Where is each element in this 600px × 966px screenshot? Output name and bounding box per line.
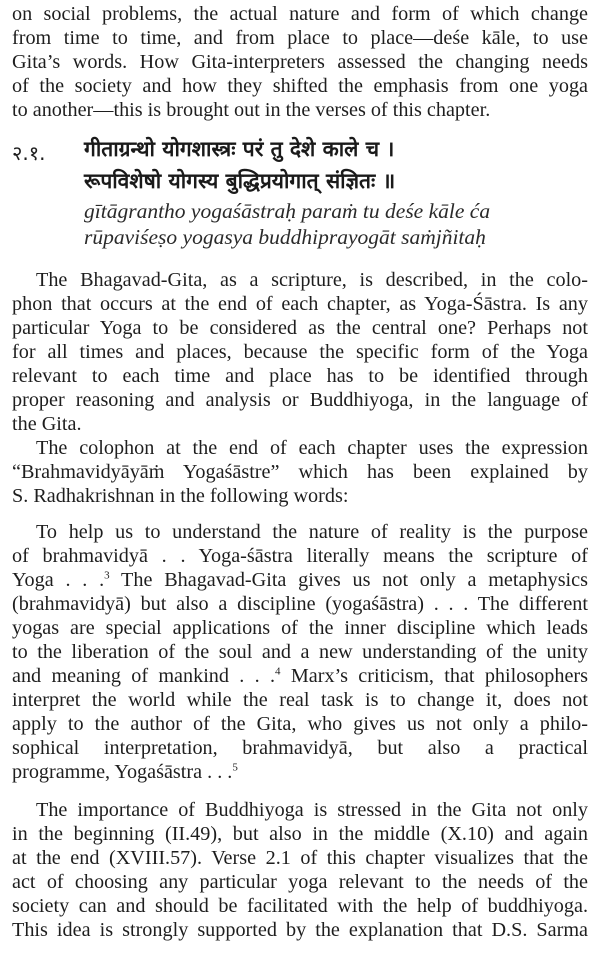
transliteration-line: rūpaviśeṣo yogasya buddhiprayogāt saṁjñitaḥ (84, 225, 486, 249)
text-fragment: The Bhagavad-Gita gives us not only a metaphysics (121, 569, 588, 591)
text-line: of brahmavidyā . . Yoga-śāstra literally means the scripture of (12, 545, 588, 567)
text-line: apply to the author of the Gita, who gives us not only a philo- (12, 713, 588, 735)
text-line: interpret the world while the real task is to change it, does not (12, 689, 588, 711)
text-line: S. Radhakrishnan in the following words: (12, 485, 349, 507)
footnote-ref: 3 (104, 569, 110, 582)
body-paragraph (12, 268, 588, 436)
transliteration-line: gītāgrantho yogaśāstraḥ paraṁ tu deśe kāle ća (84, 199, 491, 223)
text-line: relevant to each time and place has to be identified through (12, 365, 588, 387)
text-line (12, 760, 588, 784)
footnote-ref: 5 (232, 761, 238, 774)
text-line: The colophon at the end of each chapter uses the expression (36, 437, 588, 459)
text-line: at the end (XVIII.57). Verse 2.1 of this chapter visualizes that the (12, 847, 588, 869)
text-line: The importance of Buddhiyoga is stressed in the Gita not only (36, 799, 588, 821)
text-line: yogas are special applications of the inner discipline which leads (12, 617, 588, 639)
text-line: (brahmavidyā) but also a discipline (yogaśāstra) . . . The different (12, 593, 588, 615)
text-fragment: Yoga . . . (12, 569, 105, 591)
footnote-ref: 4 (275, 665, 281, 678)
body-paragraph (12, 436, 588, 508)
text-line: phon that occurs at the end of each chapter, as Yoga-Śāstra. Is any (12, 293, 588, 315)
block-quotation (12, 520, 588, 784)
devanagari-line: रूपविशेषो योगस्य बुद्धिप्रयोगात् संज्ञितः ॥ (84, 169, 396, 193)
text-line: to the liberation of the soul and a new understanding of the unity (12, 641, 588, 663)
text-line: act of choosing any particular yoga relevant to the needs of the (12, 871, 588, 893)
text-fragment: programme, Yogaśāstra . . . (12, 761, 233, 783)
text-line: To help us to understand the nature of reality is the purpose (36, 521, 588, 543)
text-fragment: Marx’s criticism, that philosophers (290, 665, 589, 687)
document-page (12, 2, 588, 942)
verse-number: २.१. (12, 141, 46, 165)
verse-block (12, 134, 588, 268)
text-line: from time to time, and from place to place—deśe kāle, to use (12, 27, 588, 49)
text-line: on social problems, the actual nature and form of which change (12, 3, 588, 25)
text-line: Gita’s words. How Gita-interpreters assessed the changing needs (12, 51, 588, 73)
text-line: sophical interpretation, brahmavidyā, but also a practical (12, 737, 588, 759)
text-line: the Gita. (12, 413, 82, 435)
text-line: society can and should be facilitated with the help of buddhiyoga. (12, 895, 588, 917)
text-line (12, 568, 588, 592)
text-line: of the society and how they shifted the emphasis from one yoga (12, 75, 588, 97)
text-line: to another—this is brought out in the verses of this chapter. (12, 99, 491, 121)
text-fragment: and meaning of mankind . . . (12, 665, 276, 687)
intro-paragraph (12, 2, 588, 122)
text-line: “Brahmavidyāyāṁ Yogaśāstre” which has been explained by (12, 461, 588, 483)
text-line: proper reasoning and analysis or Buddhiyoga, in the language of (12, 389, 588, 411)
text-line (12, 664, 588, 688)
devanagari-line: गीताग्रन्थो योगशास्त्रः परं तु देशे काले च । (84, 137, 395, 161)
text-line: in the beginning (II.49), but also in the middle (X.10) and again (12, 823, 588, 845)
verse-body (84, 134, 584, 250)
body-paragraph (12, 798, 588, 942)
text-line: particular Yoga to be considered as the central one? Perhaps not (12, 317, 588, 339)
text-line: for all times and places, because the specific form of the Yoga (12, 341, 588, 363)
text-line: The Bhagavad-Gita, as a scripture, is described, in the colo- (36, 269, 588, 291)
text-line: This idea is strongly supported by the explanation that D.S. Sarma (12, 919, 588, 941)
